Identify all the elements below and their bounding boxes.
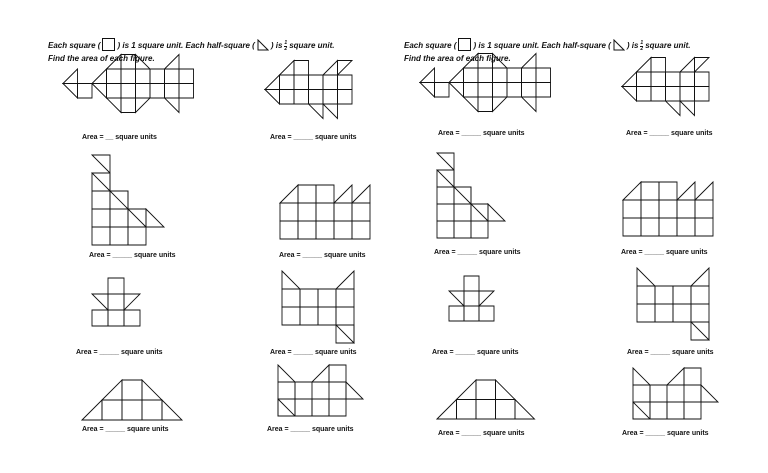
unit-square	[637, 286, 655, 304]
unit-square	[165, 69, 180, 84]
half-square	[162, 400, 182, 420]
unit-square	[122, 400, 142, 420]
instruction-text: Find the area of each figure.	[48, 54, 155, 63]
figure-boot	[278, 365, 363, 416]
figure-tree	[92, 278, 140, 326]
half-square	[622, 87, 637, 102]
unit-square	[150, 84, 165, 99]
unit-square	[464, 276, 479, 291]
area-label: Area = _____ square units	[621, 249, 708, 256]
unit-square	[680, 87, 695, 102]
unit-square	[623, 218, 641, 236]
area-label: Area = _____ square units	[622, 430, 709, 437]
half-square	[691, 268, 709, 286]
fraction-one-half: $\frac{1}{2}$	[284, 40, 288, 52]
half-square	[102, 380, 122, 400]
unit-square	[437, 204, 454, 221]
unit-square	[352, 221, 370, 239]
half-square	[464, 54, 479, 69]
unit-square	[334, 221, 352, 239]
unit-square	[298, 185, 316, 203]
half-square	[136, 98, 151, 113]
figure-tree	[449, 276, 494, 321]
unit-square	[493, 83, 508, 98]
unit-square	[667, 402, 684, 419]
unit-square	[536, 83, 551, 98]
half-square	[346, 382, 363, 399]
unit-square	[309, 90, 324, 105]
figure-bowtie	[282, 271, 354, 343]
unit-square	[478, 83, 493, 98]
unit-square	[684, 402, 701, 419]
unit-square	[102, 400, 122, 420]
half-square	[420, 83, 435, 98]
half-square	[336, 271, 354, 289]
unit-square	[110, 227, 128, 245]
half-square	[437, 153, 454, 170]
unit-square	[623, 200, 641, 218]
half-square	[128, 209, 146, 227]
area-label: Area = __ square units	[82, 134, 157, 141]
half-square	[309, 104, 324, 119]
unit-square	[294, 75, 309, 90]
unit-square	[282, 307, 300, 325]
half-square	[457, 380, 477, 400]
figure-fish	[420, 54, 551, 112]
unit-square	[464, 291, 479, 306]
unit-square	[695, 72, 710, 87]
half-square	[479, 291, 494, 306]
unit-square	[329, 382, 346, 399]
unit-square	[323, 75, 338, 90]
fraction-one-half: $\frac{1}{2}$	[640, 40, 644, 52]
unit-square	[318, 289, 336, 307]
half-square	[493, 97, 508, 112]
half-square	[92, 155, 110, 173]
unit-square	[92, 191, 110, 209]
unit-square	[695, 87, 710, 102]
unit-square	[334, 203, 352, 221]
figure-trapezoid	[437, 380, 535, 419]
half-square	[146, 209, 164, 227]
half-square	[278, 365, 295, 382]
unit-square	[280, 75, 295, 90]
unit-square	[677, 200, 695, 218]
unit-square	[329, 399, 346, 416]
unit-square	[316, 203, 334, 221]
area-label: Area = _____ square units	[89, 252, 176, 259]
unit-square	[92, 209, 110, 227]
unit-square	[108, 278, 124, 294]
unit-square	[78, 84, 93, 99]
figure-boot	[633, 368, 718, 419]
unit-square	[336, 307, 354, 325]
unit-square	[684, 368, 701, 385]
half-square	[691, 322, 709, 340]
unit-square	[507, 68, 522, 83]
half-square	[352, 185, 370, 203]
half-square	[454, 187, 471, 204]
unit-square	[464, 306, 479, 321]
unit-square	[464, 83, 479, 98]
unit-square	[655, 304, 673, 322]
half-square	[124, 294, 140, 310]
half-square	[265, 75, 280, 90]
unit-square	[336, 289, 354, 307]
area-label: Area = _____ square units	[270, 134, 357, 141]
unit-square	[295, 399, 312, 416]
figure-fish	[622, 58, 709, 116]
unit-square	[352, 203, 370, 221]
unit-square	[278, 382, 295, 399]
unit-square	[536, 68, 551, 83]
half-square	[522, 97, 537, 112]
instruction-text: ) is 1 square unit. Each half-square (	[473, 41, 611, 50]
area-label: Area = _____ square units	[267, 426, 354, 433]
unit-square	[454, 221, 471, 238]
unit-square	[478, 54, 493, 69]
half-square	[464, 97, 479, 112]
instruction-text: ) is	[626, 41, 639, 50]
half-square	[92, 84, 107, 99]
figure-flags	[623, 182, 713, 236]
half-square	[680, 58, 695, 73]
half-square	[107, 98, 122, 113]
unit-square	[121, 55, 136, 70]
half-square	[471, 204, 488, 221]
half-square	[92, 173, 110, 191]
half-square	[136, 55, 151, 70]
half-square	[488, 204, 505, 221]
half-square	[633, 368, 650, 385]
unit-square	[659, 218, 677, 236]
half-square	[677, 182, 695, 200]
unit-square	[323, 90, 338, 105]
unit-square	[165, 84, 180, 99]
area-label: Area = _____ square units	[438, 130, 525, 137]
unit-square	[282, 289, 300, 307]
figure-flags	[280, 185, 370, 239]
unit-square	[673, 286, 691, 304]
half-square	[92, 294, 108, 310]
half-square	[437, 170, 454, 187]
unit-square	[108, 294, 124, 310]
unit-square	[338, 75, 353, 90]
unit-square	[449, 306, 464, 321]
unit-square	[92, 310, 108, 326]
half-square	[282, 271, 300, 289]
half-square	[107, 55, 122, 70]
unit-square	[659, 200, 677, 218]
unit-square	[650, 402, 667, 419]
half-square	[695, 58, 710, 73]
unit-square	[295, 382, 312, 399]
unit-square	[316, 185, 334, 203]
unit-square	[457, 400, 477, 420]
half-square	[667, 368, 684, 385]
figure-staircase	[92, 155, 164, 245]
unit-square	[641, 218, 659, 236]
half-square	[312, 365, 329, 382]
unit-square	[695, 200, 713, 218]
unit-square	[294, 61, 309, 76]
unit-square	[651, 58, 666, 73]
unit-square	[666, 87, 681, 102]
unit-square	[128, 227, 146, 245]
instruction-text: Each square (	[404, 41, 457, 50]
unit-square	[142, 400, 162, 420]
figure-trapezoid	[82, 380, 182, 420]
area-label: Area = _____ square units	[432, 349, 519, 356]
half-square	[496, 380, 516, 400]
half-square	[449, 83, 464, 98]
unit-square	[522, 68, 537, 83]
unit-square	[179, 84, 194, 99]
area-label: Area = _____ square units	[82, 426, 169, 433]
unit-square	[478, 97, 493, 112]
half-square	[336, 325, 354, 343]
unit-square	[479, 306, 494, 321]
half-square	[637, 58, 652, 73]
unit-square	[437, 187, 454, 204]
unit-square	[121, 98, 136, 113]
half-square	[666, 101, 681, 116]
unit-square	[136, 84, 151, 99]
instruction-text: Find the area of each figure.	[404, 54, 511, 63]
half-square	[110, 191, 128, 209]
unit-square	[476, 380, 496, 400]
half-square	[82, 400, 102, 420]
unit-square	[651, 87, 666, 102]
unit-square	[677, 218, 695, 236]
unit-square	[110, 209, 128, 227]
unit-square	[280, 221, 298, 239]
half-square	[622, 72, 637, 87]
unit-square	[280, 90, 295, 105]
area-label: Area = _____ square units	[279, 252, 366, 259]
area-label: Area = _____ square units	[438, 430, 525, 437]
unit-square	[637, 72, 652, 87]
half-square	[323, 104, 338, 119]
unit-square	[493, 68, 508, 83]
half-square	[278, 399, 295, 416]
instruction-text: square unit.	[289, 41, 335, 50]
area-label: Area = _____ square units	[626, 130, 713, 137]
half-square	[165, 55, 180, 70]
area-label: Area = _____ square units	[270, 349, 357, 356]
instruction-text: ) is	[270, 41, 283, 50]
unit-square	[691, 286, 709, 304]
unit-square	[107, 69, 122, 84]
unit-square	[298, 203, 316, 221]
unit-square	[637, 87, 652, 102]
unit-square	[641, 182, 659, 200]
unit-square	[92, 227, 110, 245]
unit-square	[300, 307, 318, 325]
half-square	[633, 402, 650, 419]
unit-square	[121, 84, 136, 99]
half-square	[323, 61, 338, 76]
instruction-text: Each square (	[48, 41, 101, 50]
figure-staircase	[437, 153, 505, 238]
instruction-text: ) is 1 square unit. Each half-square (	[117, 41, 255, 50]
unit-square	[280, 203, 298, 221]
unit-square	[309, 75, 324, 90]
unit-square	[329, 365, 346, 382]
unit-square	[691, 304, 709, 322]
half-square	[280, 185, 298, 203]
unit-square	[684, 385, 701, 402]
unit-square	[471, 221, 488, 238]
half-square	[92, 69, 107, 84]
half-square	[695, 182, 713, 200]
figure-fish	[265, 61, 352, 119]
unit-square	[136, 69, 151, 84]
unit-square	[464, 68, 479, 83]
half-square	[623, 182, 641, 200]
unit-square	[655, 286, 673, 304]
unit-square	[107, 84, 122, 99]
unit-square	[522, 83, 537, 98]
unit-square	[121, 69, 136, 84]
half-square	[63, 84, 78, 99]
unit-square	[673, 304, 691, 322]
unit-square	[650, 385, 667, 402]
half-square	[165, 98, 180, 113]
unit-square	[496, 400, 516, 420]
unit-square	[651, 72, 666, 87]
half-square	[515, 400, 535, 420]
half-square	[680, 101, 695, 116]
figure-bowtie	[637, 268, 709, 340]
unit-square	[680, 72, 695, 87]
half-square	[265, 90, 280, 105]
unit-square	[454, 204, 471, 221]
unit-square	[150, 69, 165, 84]
unit-square	[318, 307, 336, 325]
unit-square	[633, 385, 650, 402]
unit-square	[108, 310, 124, 326]
half-square	[338, 61, 353, 76]
half-square	[637, 268, 655, 286]
half-square	[522, 54, 537, 69]
unit-square	[124, 310, 140, 326]
half-square	[449, 68, 464, 83]
instruction-text: square unit.	[645, 41, 691, 50]
unit-square	[507, 83, 522, 98]
area-label: Area = _____ square units	[434, 249, 521, 256]
area-label: Area = _____ square units	[627, 349, 714, 356]
half-square	[437, 400, 457, 420]
half-square	[493, 54, 508, 69]
unit-square	[316, 221, 334, 239]
unit-square	[122, 380, 142, 400]
half-square	[280, 61, 295, 76]
unit-square	[476, 400, 496, 420]
unit-square	[435, 83, 450, 98]
unit-square	[695, 218, 713, 236]
half-square	[334, 185, 352, 203]
unit-square	[637, 304, 655, 322]
half-square	[63, 69, 78, 84]
unit-square	[641, 200, 659, 218]
figure-fish	[63, 55, 194, 113]
half-square	[142, 380, 162, 400]
unit-square	[666, 72, 681, 87]
unit-square	[437, 221, 454, 238]
unit-square	[338, 90, 353, 105]
unit-square	[312, 399, 329, 416]
half-square	[701, 385, 718, 402]
half-square	[420, 68, 435, 83]
unit-square	[179, 69, 194, 84]
unit-square	[294, 90, 309, 105]
unit-square	[298, 221, 316, 239]
unit-square	[659, 182, 677, 200]
half-square	[449, 291, 464, 306]
unit-square	[300, 289, 318, 307]
area-label: Area = _____ square units	[76, 349, 163, 356]
unit-square	[478, 68, 493, 83]
